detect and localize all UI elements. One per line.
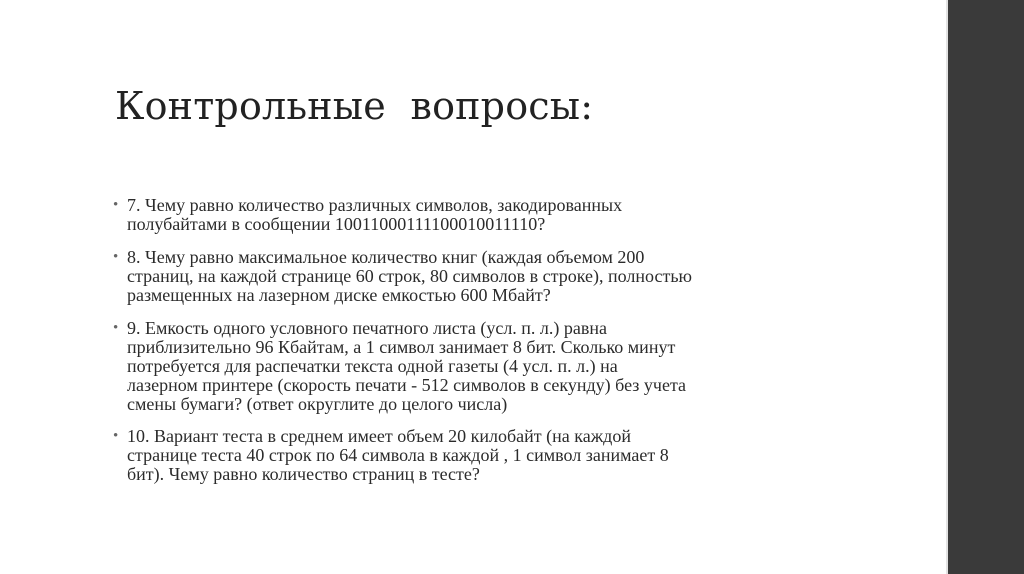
side-bar [948, 0, 1024, 574]
slide-title: Контрольные вопросы: [115, 84, 594, 128]
questions-list [113, 196, 833, 498]
question-line: потребуется для распечатки текста одной газеты (4 усл. п. л.) на [127, 356, 618, 376]
question-line: лазерном принтере (скорость печати - 512 символов в секунду) без учета [127, 375, 687, 395]
question-line: страниц, на каждой странице 60 строк, 80 символов в строке), полностью [127, 266, 693, 286]
question-line: бит). Чему равно количество страниц в тесте? [127, 464, 480, 484]
question-line: полубайтами в сообщении 10011000111100010011110? [127, 214, 546, 234]
question-line: 7. Чему равно количество различных символов, закодированных [127, 195, 623, 215]
question-line: 10. Вариант теста в среднем имеет объем 20 килобайт (на каждой [127, 426, 631, 446]
question-8 [113, 248, 833, 305]
bullet-icon: • [113, 249, 119, 265]
question-line: 9. Емкость одного условного печатного листа (усл. п. л.) равна [127, 318, 608, 338]
question-line: странице теста 40 строк по 64 символа в каждой , 1 символ занимает 8 [127, 445, 669, 465]
bullet-icon: • [113, 428, 119, 444]
question-10 [113, 427, 833, 484]
bullet-icon: • [113, 197, 119, 213]
bullet-icon: • [113, 320, 119, 336]
question-line: 8. Чему равно максимальное количество книг (каждая объемом 200 [127, 247, 645, 267]
question-7 [113, 196, 833, 234]
question-line: приблизительно 96 Кбайтам, а 1 символ занимает 8 бит. Сколько минут [127, 337, 676, 357]
question-9 [113, 319, 833, 414]
question-line: смены бумаги? (ответ округлите до целого числа) [127, 394, 508, 414]
question-line: размещенных на лазерном диске емкостью 600 Мбайт? [127, 285, 551, 305]
